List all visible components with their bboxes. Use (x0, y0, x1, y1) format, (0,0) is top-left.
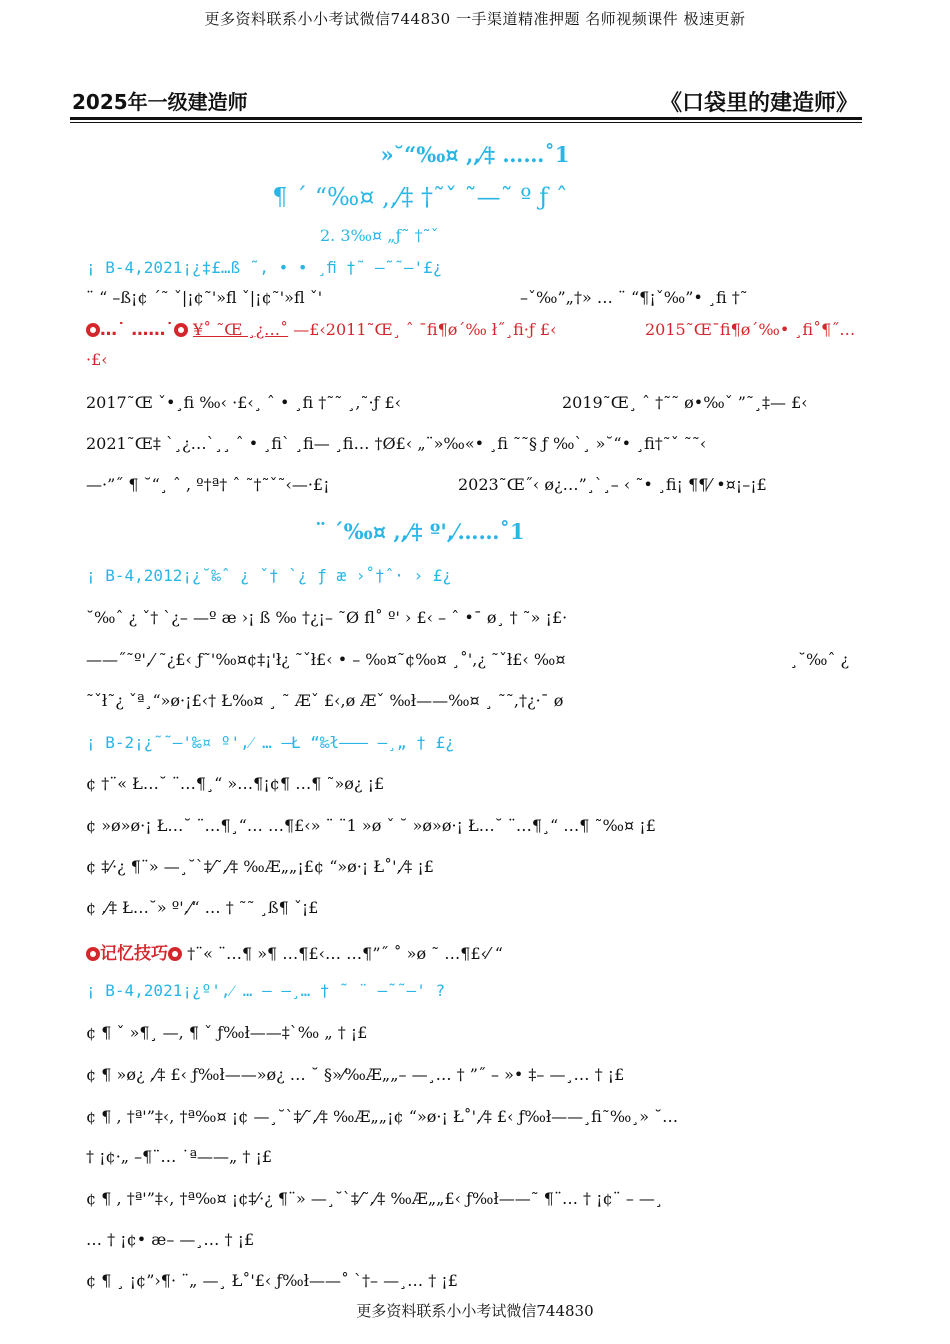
body-line: 2021˜Œ‡ `¸¿…`¸¸ ˆ • ¸ﬁ` ¸ﬁ— ¸ﬁ… †Ø£‹ „¨»‰«• ¸ﬁ ˜˜§ ƒ ‰`¸ »˘“• ¸ﬁ†˜ˇ ˜˜‹ (86, 434, 707, 453)
question-ref-1: ¡ B-4,2021¡¿‡£…ß ˜, • • ¸ﬁ †˜ —˜˜—'£¿ (86, 258, 443, 277)
body-line: 2017˜Œ ˇ•¸ﬁ ‰‹ ·£‹¸ ˆ • ¸ﬁ †˜˜ ¸,˜·ƒ £‹ (86, 393, 402, 412)
list-item-cont: … † ¡¢• æ– —¸… † ¡£ (86, 1230, 255, 1249)
subsection-title: 2. 3‰¤ „ƒ˜ †˜ˇ (320, 226, 439, 245)
header-rule-thin (70, 122, 862, 123)
list-item: ¢ ,⁄‡ Ł…˘» º',⁄“ … † ˜˜ ¸ß¶ ˇ¡£ (86, 898, 319, 917)
list-item: ¢ ¶ , †ª'”‡‹, †ª‰¤ ¡¢ —¸˘`‡⁄˜,⁄‡ ‰Æ„„¡¢ “»ø·¡ Ł˚',⁄‡ £‹ ƒ‰ł——¸ﬁ˜‰¸» ˘… (86, 1107, 679, 1126)
list-item: ¢ ¶ , †ª'”‡‹, †ª‰¤ ¡¢‡⁄·¿ ¶¨» —¸˘`‡⁄˜,⁄‡ ‰Æ„„£‹ ƒ‰ł——˜ ¶¨… † ¡¢¨ – —¸ (86, 1189, 663, 1208)
list-item-cont: † ¡¢·„ –¶¨… ˙ª——„ † ¡£ (86, 1147, 273, 1166)
yin-yang-icon (86, 323, 100, 337)
list-item: ¢ ‡⁄·¿ ¶¨» —¸˘`‡⁄˜,⁄‡ ‰Æ„„¡£¢ “»ø·¡ Ł˚',⁄‡ ¡£ (86, 857, 434, 876)
memory-tip-line (86, 939, 503, 964)
question-ref-2: ¡ B-4,2012¡¿˘‰ˆ ¿ ˇ† `¿ ƒ æ ›˚†ˆ· › £¿ (86, 566, 453, 585)
highlight-line (86, 320, 556, 340)
highlight-text-cont: ·£‹ (86, 350, 108, 369)
body-line: ˜ˇł˜¿ ˇª¸“»ø·¡£‹† Ł‰¤ ¸ ˜ Æˇ £‹,ø Æˇ ‰ł——‰¤ ¸ ˜˜,†¿·¯ ø (86, 691, 564, 710)
question-ref-4: ¡ B-4,2021¡¿º',⁄ … – —¸… † ˜ ¨ —˜˜—' ? (86, 981, 446, 1000)
chapter-title: »˘“‰¤ ,,⁄‡ ……˚1 (380, 142, 570, 167)
yin-yang-icon (86, 947, 100, 961)
header-book-title: 《口袋里的建造师》 (659, 90, 858, 116)
question-ref-3: ¡ B-2¡¿˜˜—'‰¤ º',⁄ … —Ł “‰ł——— —¸„ † £¿ (86, 733, 455, 752)
body-line: ¸˘‰ˆ ¿ (790, 650, 850, 669)
section-title: ¶ ´ “‰¤ ,,⁄‡ †˜ˇ ˜—˜ º ƒ ˆ (272, 183, 568, 211)
bottom-banner: 更多资料联系小小考试微信744830 (356, 1302, 594, 1320)
body-line: 2023˜Œ˝‹ ø¿…”¸`¸– ‹ ˜• ¸ﬁ¡ ¶¶⁄ •¤¡–¡£ (458, 475, 767, 494)
highlight-text: —£‹2011˜Œ¸ ˆ ¯ﬁ¶ø´‰ ł˝¸ﬁ·ƒ £‹ (288, 320, 557, 339)
yin-yang-icon (168, 947, 182, 961)
body-line: ˘‰ˆ ¿ ˇ† `¿– —º æ ›¡ ß ‰ †¿¡– ˜Ø ﬂ˚ º' › £‹ – ˆ •¯ ø¸ † ˜» ¡£· (86, 608, 568, 627)
body-line: –ˇ‰”„†» … ¨ “¶¡ˇ‰”• ¸ﬁ †˜ (520, 288, 748, 307)
header-rule-thick (70, 117, 862, 120)
top-banner: 更多资料联系小小考试微信744830 一手渠道精准押题 名师视频课件 极速更新 (204, 10, 746, 28)
list-item: ¢ †¨« Ł…˘ ¨…¶¸“ »…¶¡¢¶ …¶ ˜»ø¿ ¡£ (86, 774, 385, 793)
body-line: 2019˜Œ¸ ˆ †˜˜ ø•‰ˇ ”˜¸‡— £‹ (562, 393, 808, 412)
highlight-text-right: 2015˜Œ¯ﬁ¶ø´‰• ¸ﬁ˚¶˝… (645, 320, 856, 339)
list-item: ¢ ¶ ˇ »¶¸ —, ¶ ˇ ƒ‰ł——‡`‰ „ † ¡£ (86, 1023, 368, 1042)
highlight-marker: …˙ ……˙ (100, 320, 174, 340)
list-item: ¢ ¶ »ø¿ ,⁄‡ £‹ ƒ‰ł——»ø¿ … ˘ §»⁄‰Æ„„– —¸… † ”˝ – »• ‡– —¸… † ¡£ (86, 1065, 625, 1084)
list-item: ¢ ¶ ¸ ¡¢”›¶· ¨„ —¸ Ł˚'£‹ ƒ‰ł——˚ `†– —¸… † ¡£ (86, 1271, 458, 1290)
highlight-underlined: ¥˚ ˜Œ ¸¿…˚ (193, 320, 289, 339)
header-exam-title: 2025年一级建造师 (72, 90, 248, 114)
body-line: ——˝˜º',⁄ ˜¿£‹ ƒ˜'‰¤¢‡¡'ł¿ ˜ˇł£‹ • – ‰¤˜¢‰¤ ¸˚',¿ ˜ˇł£‹ ‰¤ (86, 650, 566, 669)
memory-tip-label: 记忆技巧 (100, 944, 168, 964)
yin-yang-icon (174, 323, 188, 337)
section-title-2: ¨ ´‰¤ ,,⁄‡ º',⁄……˚1 (315, 519, 525, 544)
body-line: —·”˝ ¶ ˘“¸ ˆ , º†ª† ˆ ˜†˜ˇ˜‹—·£¡ (86, 475, 330, 494)
list-item: ¢ »ø»ø·¡ Ł…˘ ¨…¶¸“… …¶£‹» ¨ ¨1 »ø ˇ ˘ »ø»ø·¡ Ł…˘ ¨…¶¸“ …¶ ˜‰¤ ¡£ (86, 816, 656, 835)
body-line: ¨ “ –ß¡¢ ´˜ ˇ|¡¢˜'»ﬂ ˇ|¡¢˜'»ﬂ ˇ' (86, 288, 323, 307)
memory-tip-text: †¨« ¨…¶ »¶ …¶£‹… …¶”˝ ˚ »ø ˜ …¶£‹⁄ “ (187, 944, 503, 963)
